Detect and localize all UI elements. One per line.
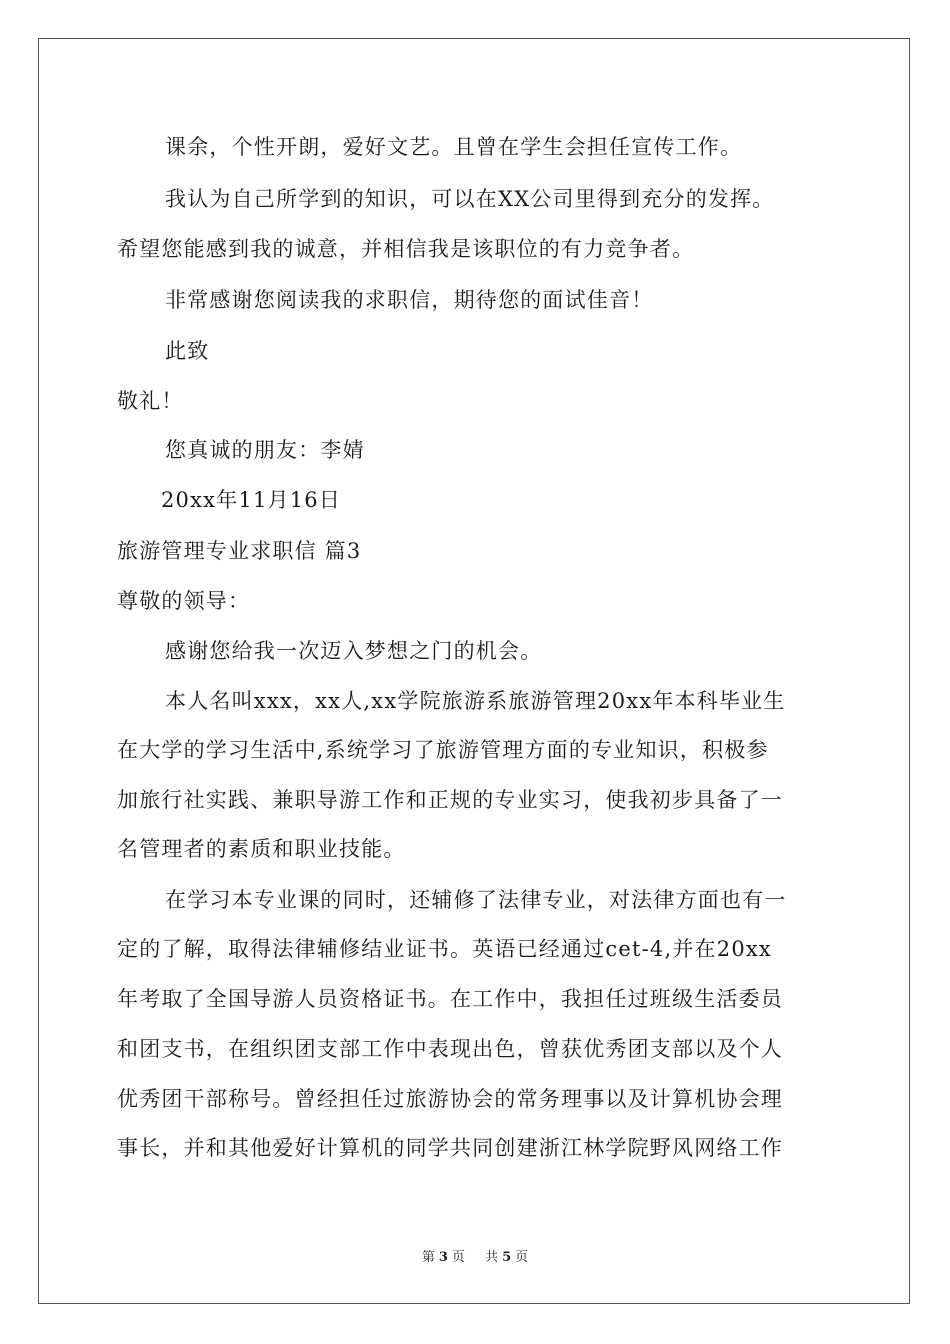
- footer-page-unit: 页: [451, 1250, 465, 1265]
- footer-prefix: 第: [421, 1250, 435, 1265]
- paragraph-line: 课余，个性开朗，爱好文艺。且曾在学生会担任宣传工作。: [165, 135, 743, 159]
- paragraph-line: 在学习本专业课的同时，还辅修了法律专业，对法律方面也有一: [165, 888, 787, 912]
- closing-salutation: 敬礼！: [117, 389, 184, 413]
- page-footer: [0, 1246, 950, 1265]
- total-page-count: 5: [502, 1250, 512, 1265]
- paragraph-line: 希望您能感到我的诚意，并相信我是该职位的有力竞争者。: [117, 237, 695, 261]
- greeting-line: 尊敬的领导：: [117, 589, 251, 613]
- footer-total-prefix: 共: [485, 1250, 499, 1265]
- paragraph-line: 名管理者的素质和职业技能。: [117, 837, 406, 861]
- paragraph-line: 本人名叫xxx，xx人,xx学院旅游系旅游管理20xx年本科毕业生: [165, 689, 786, 713]
- closing-salutation: 此致: [165, 339, 210, 363]
- page-border: [38, 38, 910, 1304]
- paragraph-line: 事长，并和其他爱好计算机的同学共同创建浙江林学院野风网络工作: [117, 1136, 783, 1160]
- paragraph-line: 和团支书，在组织团支部工作中表现出色，曾获优秀团支部以及个人: [117, 1037, 783, 1061]
- paragraph-line: 加旅行社实践、兼职导游工作和正规的专业实习，使我初步具备了一: [117, 788, 783, 812]
- paragraph-line: 在大学的学习生活中,系统学习了旅游管理方面的专业知识，积极参: [117, 738, 769, 762]
- page-number: [420, 1250, 467, 1265]
- paragraph-line: 感谢您给我一次迈入梦想之门的机会。: [165, 639, 543, 663]
- paragraph-line: 我认为自己所学到的知识，可以在XX公司里得到充分的发挥。: [165, 187, 775, 211]
- total-pages: [483, 1250, 530, 1265]
- paragraph-line: 优秀团干部称号。曾经担任过旅游协会的常务理事以及计算机协会理: [117, 1087, 783, 1111]
- paragraph-line: 定的了解，取得法律辅修结业证书。英语已经通过cet-4,并在20xx: [117, 937, 772, 961]
- section-title: 旅游管理专业求职信 篇3: [117, 539, 362, 563]
- signature-line: 您真诚的朋友：李婧: [165, 438, 365, 462]
- current-page: 3: [438, 1250, 448, 1265]
- date-line: 20xx年11月16日: [161, 488, 342, 512]
- paragraph-line: 年考取了全国导游人员资格证书。在工作中，我担任过班级生活委员: [117, 987, 783, 1011]
- paragraph-line: 非常感谢您阅读我的求职信，期待您的面试佳音！: [165, 288, 654, 312]
- footer-total-unit: 页: [515, 1250, 529, 1265]
